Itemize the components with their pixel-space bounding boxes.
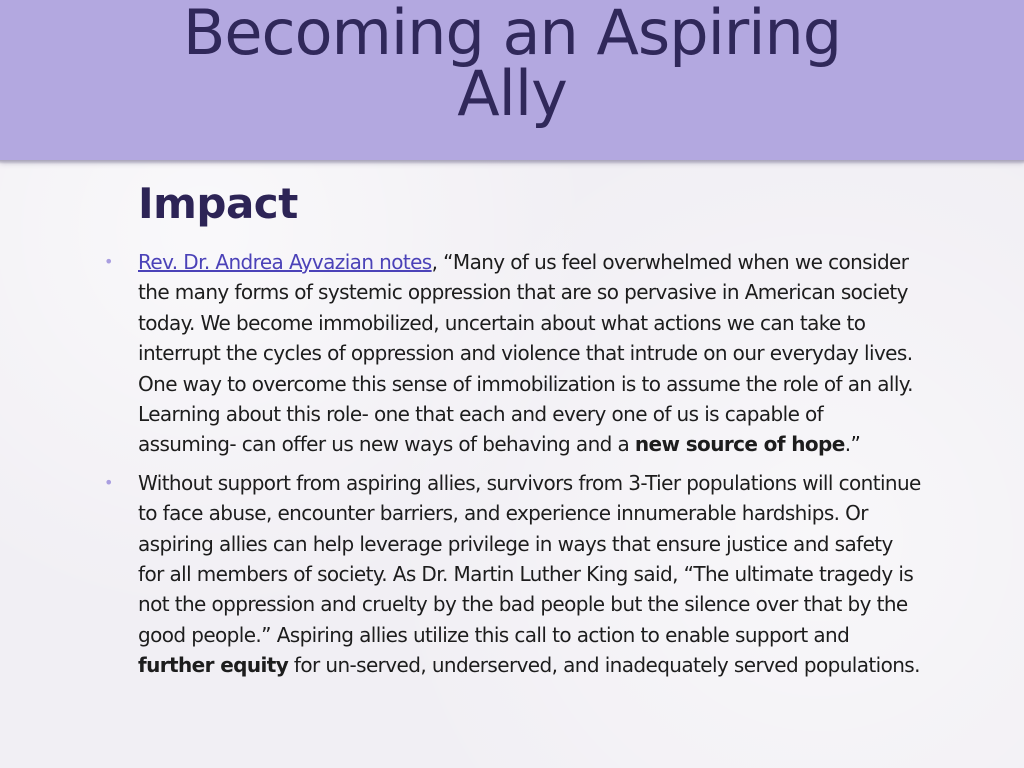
bullet-marker-icon: • xyxy=(104,252,113,271)
bullet-text-ending: for un-served, underserved, and inadequately served populations. xyxy=(288,653,920,678)
link-trailing-punctuation: , xyxy=(431,250,444,274)
quote-ending: .” xyxy=(844,432,861,457)
bullet-text: Without support from aspiring allies, survivors from 3-Tier populations will continue to face abuse, encounter barriers, and experience innumerable hardships. Or aspiring allies can help leverage privilege in ways that ensure justice and safety for all members of society. As Dr. Martin Luther King said, “The ultimate tragedy is not the oppression and cruelty by the bad people but the silence over that by the good people.” Aspiring allies utilize this call to action to enable support and xyxy=(138,470,921,647)
slide-title-line-1: Becoming an Aspiring xyxy=(182,0,842,69)
slide-title xyxy=(0,0,1024,130)
bullet-item-aspiring-allies xyxy=(104,468,924,681)
slide-title-line-2: Ally xyxy=(457,57,567,130)
bullet-list xyxy=(104,247,924,689)
section-heading: Impact xyxy=(138,179,298,228)
bullet-marker-icon: • xyxy=(104,472,113,492)
bullet-emphasis: further equity xyxy=(138,653,289,678)
quote-emphasis: new source of hope xyxy=(634,432,845,457)
bullet-item-ayvazian-quote xyxy=(104,247,924,460)
quote-text: “Many of us feel overwhelmed when we consider the many forms of systemic oppression that are so pervasive in American society today. We become immobilized, uncertain about what actions we can take to interrupt the cycles of oppression and violence that intrude on our everyday lives. One way to overcome this sense of immobilization is to assume the role of an ally. Learning about this role- one that each and every one of us is capable of assuming- can offer us new ways of behaving and a xyxy=(138,250,913,457)
ayvazian-source-link[interactable]: Rev. Dr. Andrea Ayvazian notes xyxy=(138,250,432,274)
